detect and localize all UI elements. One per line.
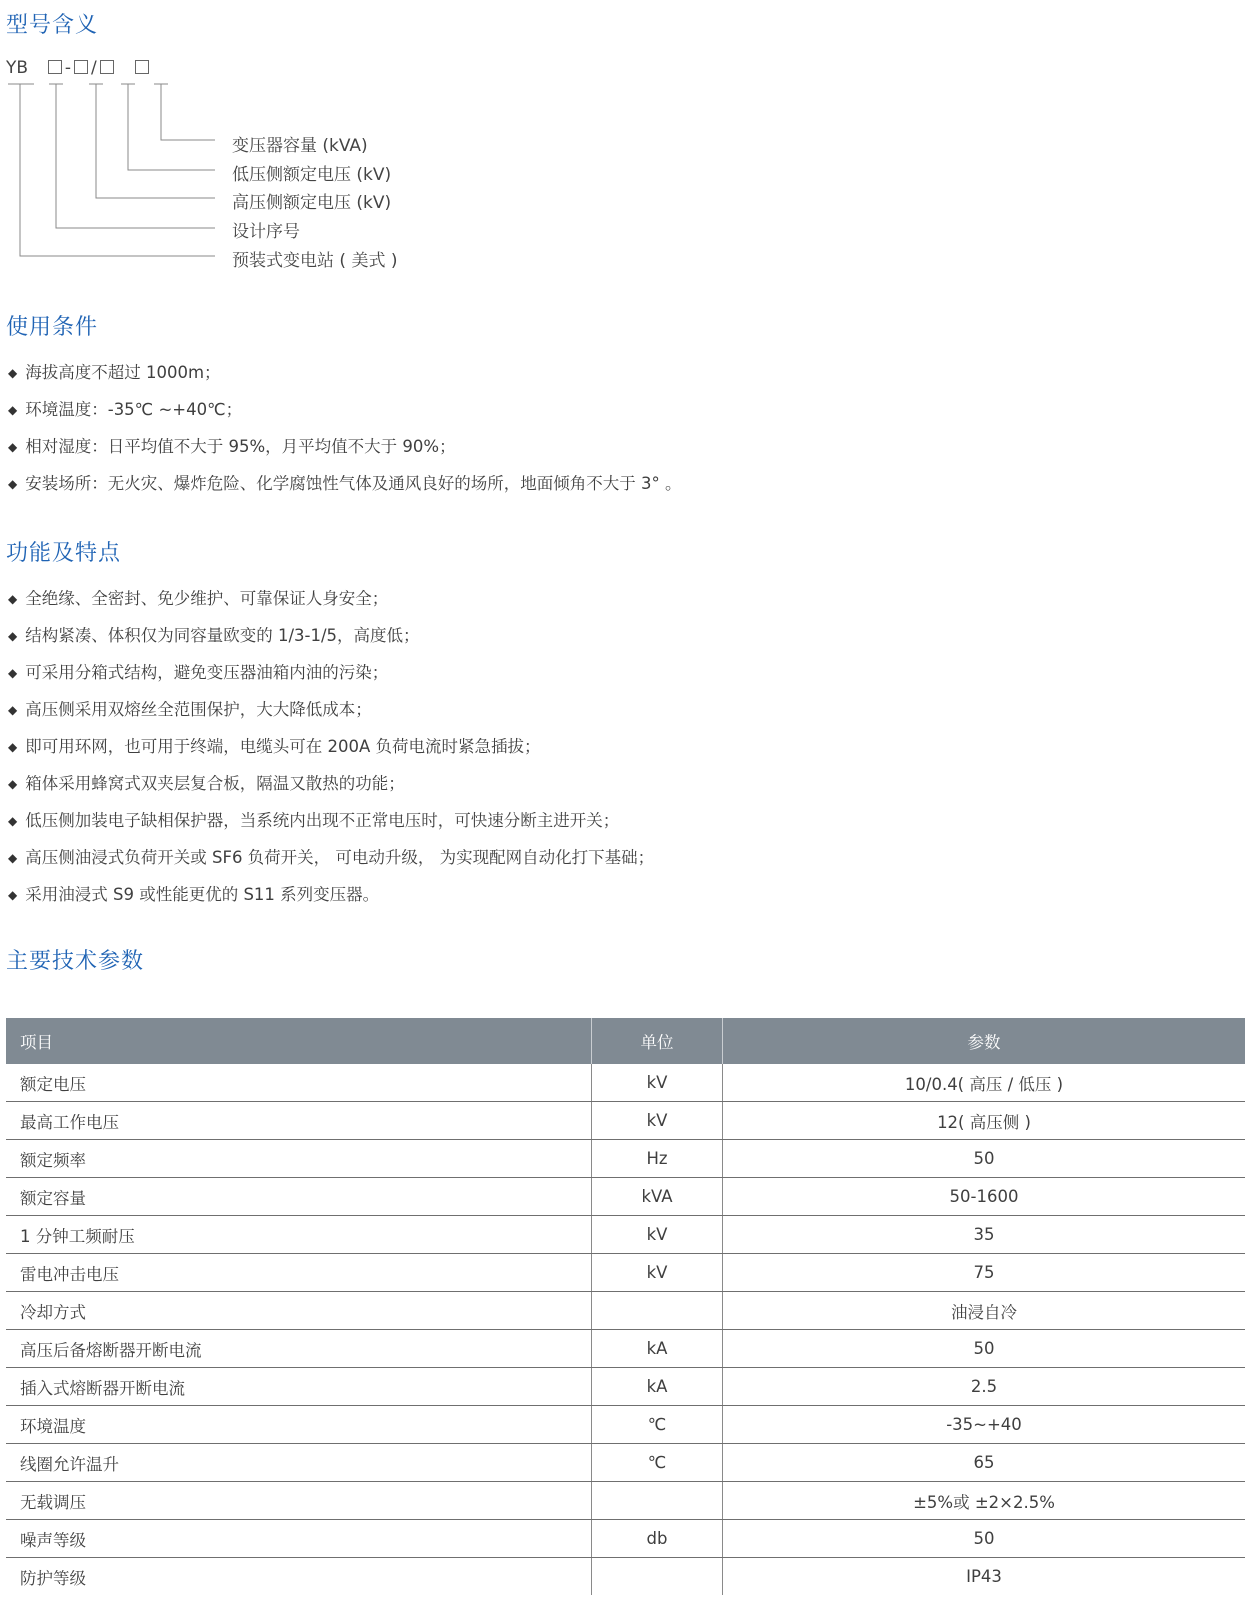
spec-table (6, 1018, 1245, 1595)
diamond-icon: ◆ (8, 629, 18, 643)
model-slash: / (91, 58, 97, 78)
diamond-icon: ◆ (8, 477, 18, 491)
leader-line-capacity (161, 84, 215, 140)
cell-param: 2.5 (723, 1368, 1245, 1406)
table-row (6, 1520, 1245, 1558)
cell-param: -35~+40 (723, 1406, 1245, 1444)
model-code (6, 58, 152, 78)
list-item: ◆ 低压侧加装电子缺相保护器，当系统内出现不正常电压时，可快速分断主进开关； (8, 802, 654, 839)
diamond-icon: ◆ (8, 592, 18, 606)
table-row (6, 1178, 1245, 1216)
placeholder-box-2 (74, 60, 88, 74)
leader-line-lv (128, 84, 215, 170)
leader-line-design (56, 84, 215, 228)
cell-unit: ℃ (592, 1406, 723, 1444)
model-dash: - (64, 58, 71, 78)
cell-unit: kA (592, 1330, 723, 1368)
cell-unit: kV (592, 1254, 723, 1292)
cell-item: 防护等级 (6, 1558, 592, 1596)
header-item: 项目 (6, 1018, 592, 1064)
cell-param: 35 (723, 1216, 1245, 1254)
cell-item: 冷却方式 (6, 1292, 592, 1330)
cell-item: 额定容量 (6, 1178, 592, 1216)
features-list (8, 580, 654, 913)
cell-param: 12( 高压侧 ) (723, 1102, 1245, 1140)
cell-param: 50 (723, 1520, 1245, 1558)
diamond-icon: ◆ (8, 814, 18, 828)
cell-item: 无载调压 (6, 1482, 592, 1520)
conditions-list (8, 354, 681, 502)
cell-param: 50-1600 (723, 1178, 1245, 1216)
cell-param: 50 (723, 1140, 1245, 1178)
conditions-title: 使用条件 (6, 315, 99, 340)
list-item: ◆ 采用油浸式 S9 或性能更优的 S11 系列变压器。 (8, 876, 654, 913)
table-row (6, 1254, 1245, 1292)
diamond-icon: ◆ (8, 366, 18, 380)
cell-unit: kA (592, 1368, 723, 1406)
table-row (6, 1064, 1245, 1102)
list-item: ◆ 结构紧凑、体积仅为同容量欧变的 1/3-1/5，高度低； (8, 617, 654, 654)
cell-item: 最高工作电压 (6, 1102, 592, 1140)
list-item: ◆ 环境温度：-35℃ ~+40℃； (8, 391, 681, 428)
table-row (6, 1140, 1245, 1178)
cell-param: ±5%或 ±2×2.5% (723, 1482, 1245, 1520)
cell-unit (592, 1292, 723, 1330)
cell-unit (592, 1482, 723, 1520)
table-row (6, 1330, 1245, 1368)
list-item: ◆ 箱体采用蜂窝式双夹层复合板，隔温又散热的功能； (8, 765, 654, 802)
table-row (6, 1558, 1245, 1596)
list-item: ◆ 安装场所：无火灾、爆炸危险、化学腐蚀性气体及通风良好的场所，地面倾角不大于 3° 。 (8, 465, 681, 502)
table-row (6, 1102, 1245, 1140)
diamond-icon: ◆ (8, 888, 18, 902)
label-capacity: 变压器容量 (kVA) (232, 136, 368, 156)
cell-param: 油浸自冷 (723, 1292, 1245, 1330)
diamond-icon: ◆ (8, 440, 18, 454)
cell-item: 噪声等级 (6, 1520, 592, 1558)
cell-unit: kV (592, 1102, 723, 1140)
cell-item: 高压后备熔断器开断电流 (6, 1330, 592, 1368)
cell-item: 额定电压 (6, 1064, 592, 1102)
placeholder-box-4 (135, 60, 149, 74)
cell-item: 额定频率 (6, 1140, 592, 1178)
table-header-row (6, 1018, 1245, 1064)
list-item: ◆ 高压侧油浸式负荷开关或 SF6 负荷开关， 可电动升级， 为实现配网自动化打下基础； (8, 839, 654, 876)
list-item: ◆ 即可用环网，也可用于终端，电缆头可在 200A 负荷电流时紧急插拔； (8, 728, 654, 765)
label-hv-voltage: 高压侧额定电压 (kV) (232, 193, 392, 213)
label-lv-voltage: 低压侧额定电压 (kV) (232, 165, 392, 185)
table-row (6, 1292, 1245, 1330)
label-design-no: 设计序号 (232, 222, 300, 242)
placeholder-box-3 (100, 60, 114, 74)
list-item: ◆ 可采用分箱式结构，避免变压器油箱内油的污染； (8, 654, 654, 691)
table-row (6, 1444, 1245, 1482)
list-item: ◆ 相对湿度：日平均值不大于 95%，月平均值不大于 90%； (8, 428, 681, 465)
cell-item: 1 分钟工频耐压 (6, 1216, 592, 1254)
cell-unit: kV (592, 1216, 723, 1254)
cell-unit: kVA (592, 1178, 723, 1216)
diamond-icon: ◆ (8, 851, 18, 865)
params-title: 主要技术参数 (6, 949, 145, 974)
cell-unit (592, 1558, 723, 1596)
cell-param: 50 (723, 1330, 1245, 1368)
diamond-icon: ◆ (8, 777, 18, 791)
diamond-icon: ◆ (8, 740, 18, 754)
diamond-icon: ◆ (8, 666, 18, 680)
cell-item: 线圈允许温升 (6, 1444, 592, 1482)
features-title: 功能及特点 (6, 541, 122, 566)
cell-param: IP43 (966, 1567, 1002, 1586)
cell-param: 75 (723, 1254, 1245, 1292)
cell-unit: ℃ (592, 1444, 723, 1482)
cell-param: 65 (723, 1444, 1245, 1482)
list-item: ◆ 全绝缘、全密封、免少维护、可靠保证人身安全； (8, 580, 654, 617)
header-param: 参数 (723, 1018, 1245, 1064)
leader-line-hv (96, 84, 215, 198)
model-prefix: YB (6, 58, 29, 78)
model-meaning-title: 型号含义 (6, 13, 99, 38)
label-substation-type: 预装式变电站 ( 美式 ) (232, 251, 398, 271)
placeholder-box-1 (48, 60, 62, 74)
header-unit: 单位 (592, 1018, 723, 1064)
cell-unit: Hz (592, 1140, 723, 1178)
list-item: ◆ 海拔高度不超过 1000m； (8, 354, 681, 391)
table-row (6, 1216, 1245, 1254)
cell-item: 环境温度 (6, 1406, 592, 1444)
diamond-icon: ◆ (8, 703, 18, 717)
table-row (6, 1482, 1245, 1520)
cell-param: 10/0.4( 高压 / 低压 ) (723, 1064, 1245, 1102)
cell-item: 插入式熔断器开断电流 (6, 1368, 592, 1406)
diamond-icon: ◆ (8, 403, 18, 417)
table-row (6, 1406, 1245, 1444)
list-item: ◆ 高压侧采用双熔丝全范围保护，大大降低成本； (8, 691, 654, 728)
cell-item: 雷电冲击电压 (6, 1254, 592, 1292)
table-row (6, 1368, 1245, 1406)
cell-unit: kV (592, 1064, 723, 1102)
cell-unit: db (592, 1520, 723, 1558)
